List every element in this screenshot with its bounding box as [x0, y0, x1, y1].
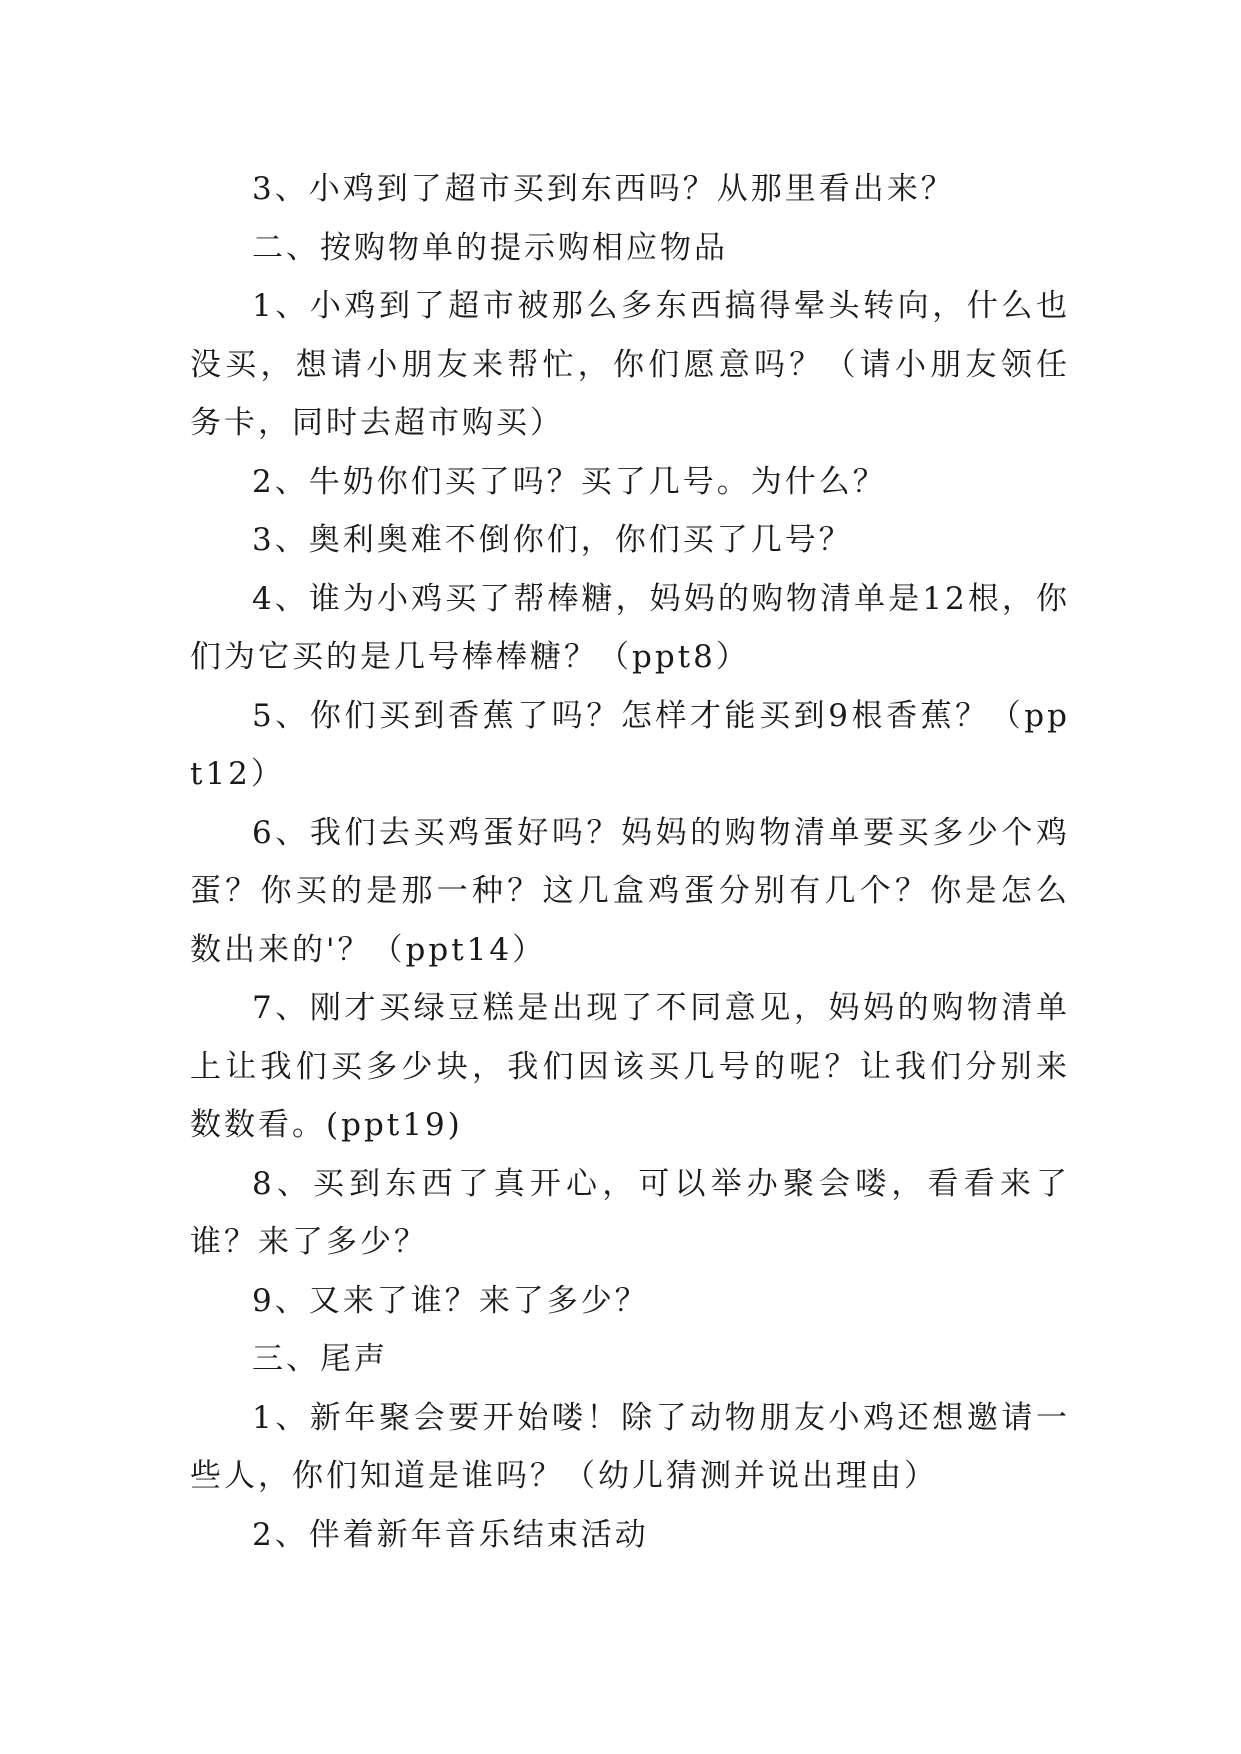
paragraph-3: 1、小鸡到了超市被那么多东西搞得晕头转向，什么也没买，想请小朋友来帮忙，你们愿意吗？（请小朋友领任务卡，同时去超市购买） [190, 288, 1070, 441]
paragraph-6: 4、谁为小鸡买了帮棒糖，妈妈的购物清单是12根，你们为它买的是几号棒棒糖？（ppt8） [190, 580, 1070, 675]
paragraph-7: 5、你们买到香蕉了吗？怎样才能买到9根香蕉？（ppt12） [190, 697, 1070, 792]
paragraph-10: 8、买到东西了真开心，可以举办聚会喽，看看来了谁？来了多少？ [190, 1165, 1070, 1260]
document-body [190, 160, 1070, 1564]
paragraph-13: 1、新年聚会要开始喽！除了动物朋友小鸡还想邀请一些人，你们知道是谁吗？（幼儿猜测并说出理由） [190, 1399, 1070, 1494]
section-heading-3: 三、尾声 [252, 1341, 388, 1377]
paragraph-9: 7、刚才买绿豆糕是出现了不同意见，妈妈的购物清单上让我们买多少块，我们因该买几号的呢？让我们分别来数数看。(ppt19) [190, 990, 1070, 1143]
paragraph-5: 3、奥利奥难不倒你们，你们买了几号？ [252, 522, 853, 558]
section-heading-2: 二、按购物单的提示购相应物品 [252, 229, 728, 266]
paragraph-1: 3、小鸡到了超市买到东西吗？从那里看出来？ [252, 171, 955, 207]
paragraph-14: 2、伴着新年音乐结束活动 [252, 1516, 649, 1553]
paragraph-11: 9、又来了谁？来了多少？ [252, 1282, 649, 1319]
paragraph-4: 2、牛奶你们买了吗？买了几号。为什么？ [252, 463, 887, 500]
paragraph-8: 6、我们去买鸡蛋好吗？妈妈的购物清单要买多少个鸡蛋？你买的是那一种？这几盒鸡蛋分别有几个？你是怎么数出来的'？（ppt14） [190, 814, 1070, 968]
